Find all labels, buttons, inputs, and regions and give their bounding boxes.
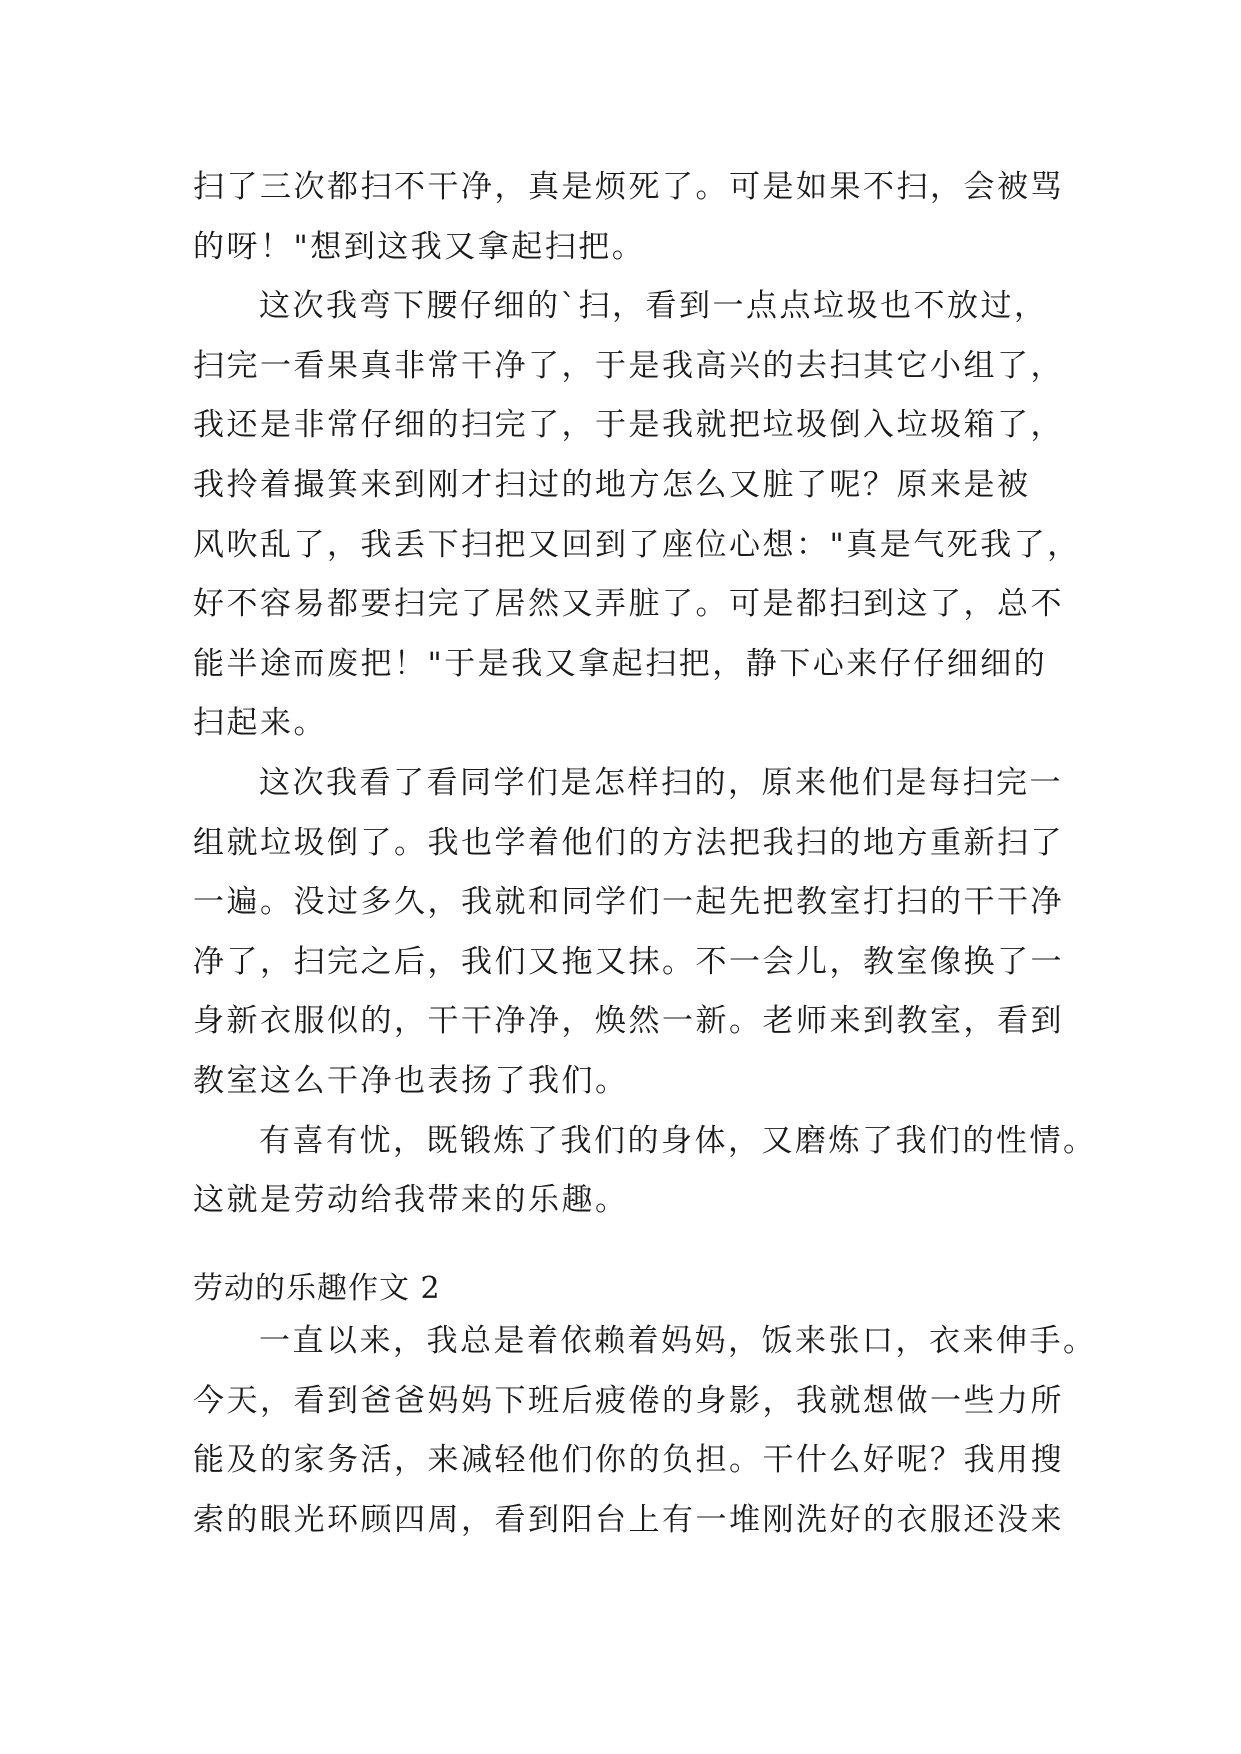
essay-body <box>193 158 1097 1550</box>
paragraph-line: 组就垃圾倒了。我也学着他们的方法把我扫的地方重新扫了 <box>193 824 1064 861</box>
paragraph-line: 能及的家务活，来减轻他们你的负担。干什么好呢？我用搜 <box>193 1442 1064 1479</box>
paragraph-line: 索的眼光环顾四周，看到阳台上有一堆刚洗好的衣服还没来 <box>193 1501 1064 1538</box>
paragraph-line: 扫了三次都扫不干净，真是烦死了。可是如果不扫，会被骂 <box>193 169 1064 205</box>
paragraph-line: 风吹乱了，我丢下扫把又回到了座位心想："真是气死我了， <box>193 526 1081 563</box>
paragraph-line: 的呀！"想到这我又拿起扫把。 <box>193 228 646 265</box>
paragraph-line: 我还是非常仔细的扫完了，于是我就把垃圾倒入垃圾箱了， <box>193 407 1064 444</box>
paragraph-line: 教室这么干净也表扬了我们。 <box>193 1062 629 1099</box>
paragraph-line: 今天，看到爸爸妈妈下班后疲倦的身影，我就想做一些力所 <box>193 1382 1064 1419</box>
paragraph-line: 能半途而废把！"于是我又拿起扫把，静下心来仔仔细细的 <box>193 645 1048 682</box>
paragraph-line: 这就是劳动给我带来的乐趣。 <box>193 1182 629 1219</box>
paragraph-line: 一遍。没过多久，我就和同学们一起先把教室打扫的干干净 <box>193 884 1064 921</box>
paragraph-line: 这次我看了看同学们是怎样扫的，原来他们是每扫完一 <box>259 764 1063 801</box>
paragraph-line: 好不容易都要扫完了居然又弄脏了。可是都扫到这了，总不 <box>193 586 1064 623</box>
paragraph-line: 我拎着撮箕来到刚才扫过的地方怎么又脏了呢？原来是被 <box>193 466 1031 503</box>
paragraph-line: 扫起来。 <box>193 705 327 742</box>
paragraph-line: 一直以来，我总是着依赖着妈妈，饭来张口，衣来伸手。 <box>259 1323 1097 1360</box>
paragraph-line: 这次我弯下腰仔细的`扫，看到一点点垃圾也不放过， <box>259 288 1048 325</box>
paragraph-line: 净了，扫完之后，我们又拖又抹。不一会儿，教室像换了一 <box>193 943 1064 980</box>
section-heading: 劳动的乐趣作文 2 <box>193 1271 441 1307</box>
paragraph-line: 身新衣服似的，干干净净，焕然一新。老师来到教室，看到 <box>193 1003 1064 1040</box>
paragraph-line: 扫完一看果真非常干净了，于是我高兴的去扫其它小组了， <box>193 347 1064 384</box>
paragraph-line: 有喜有忧，既锻炼了我们的身体，又磨炼了我们的性情。 <box>259 1122 1097 1159</box>
